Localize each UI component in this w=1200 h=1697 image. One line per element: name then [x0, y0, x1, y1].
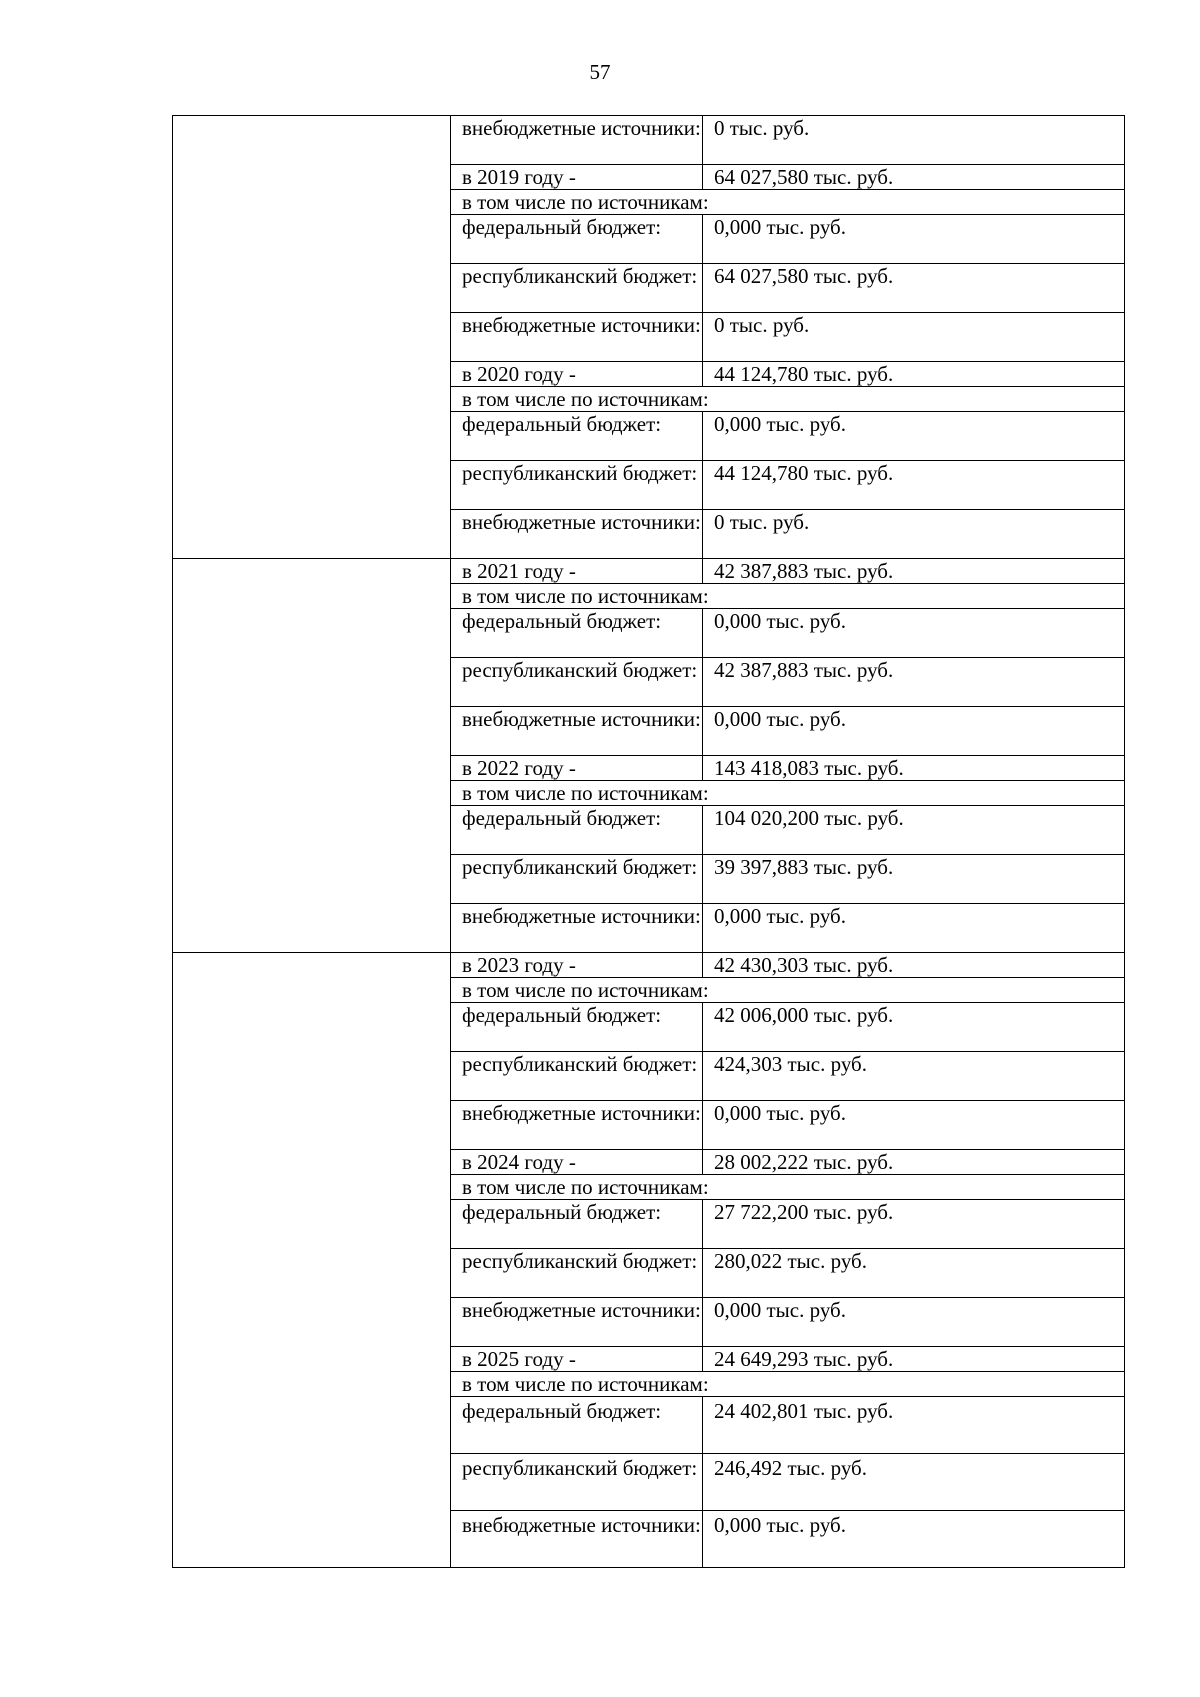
source-row	[173, 116, 1125, 165]
funding-table	[172, 115, 1125, 1568]
source-value: 0 тыс. руб.	[703, 116, 1125, 165]
source-value: 39 397,883 тыс. руб.	[703, 855, 1125, 904]
year-label: в 2024 году -	[451, 1150, 703, 1175]
source-value: 0,000 тыс. руб.	[703, 215, 1125, 264]
source-label: федеральный бюджет:	[451, 1200, 703, 1249]
source-label: федеральный бюджет:	[451, 412, 703, 461]
source-value: 27 722,200 тыс. руб.	[703, 1200, 1125, 1249]
source-value: 0,000 тыс. руб.	[703, 1511, 1125, 1568]
source-label: республиканский бюджет:	[451, 855, 703, 904]
source-value: 0,000 тыс. руб.	[703, 1298, 1125, 1347]
year-total-value: 44 124,780 тыс. руб.	[703, 362, 1125, 387]
source-label: федеральный бюджет:	[451, 215, 703, 264]
source-label: республиканский бюджет:	[451, 461, 703, 510]
sources-subheader: в том числе по источникам:	[451, 781, 1125, 806]
source-label: республиканский бюджет:	[451, 1052, 703, 1101]
year-total-value: 28 002,222 тыс. руб.	[703, 1150, 1125, 1175]
source-label: федеральный бюджет:	[451, 609, 703, 658]
source-value: 104 020,200 тыс. руб.	[703, 806, 1125, 855]
source-label: внебюджетные источники:	[451, 904, 703, 953]
source-value: 0,000 тыс. руб.	[703, 904, 1125, 953]
sources-subheader: в том числе по источникам:	[451, 190, 1125, 215]
sources-subheader: в том числе по источникам:	[451, 387, 1125, 412]
year-total-value: 42 430,303 тыс. руб.	[703, 953, 1125, 978]
source-value: 0 тыс. руб.	[703, 510, 1125, 559]
year-total-value: 42 387,883 тыс. руб.	[703, 559, 1125, 584]
year-total-value: 24 649,293 тыс. руб.	[703, 1347, 1125, 1372]
year-label: в 2020 году -	[451, 362, 703, 387]
source-value: 246,492 тыс. руб.	[703, 1454, 1125, 1511]
source-label: федеральный бюджет:	[451, 1397, 703, 1454]
year-label: в 2021 году -	[451, 559, 703, 584]
source-label: внебюджетные источники:	[451, 1298, 703, 1347]
source-value: 424,303 тыс. руб.	[703, 1052, 1125, 1101]
year-label: в 2019 году -	[451, 165, 703, 190]
source-value: 64 027,580 тыс. руб.	[703, 264, 1125, 313]
source-value: 280,022 тыс. руб.	[703, 1249, 1125, 1298]
sources-subheader: в том числе по источникам:	[451, 584, 1125, 609]
source-label: внебюджетные источники:	[451, 313, 703, 362]
source-value: 0,000 тыс. руб.	[703, 1101, 1125, 1150]
source-label: внебюджетные источники:	[451, 1101, 703, 1150]
source-label: республиканский бюджет:	[451, 658, 703, 707]
year-total-row	[173, 559, 1125, 584]
sources-subheader: в том числе по источникам:	[451, 1372, 1125, 1397]
year-total-row	[173, 953, 1125, 978]
funding-table-body	[173, 116, 1125, 1568]
source-label: республиканский бюджет:	[451, 1454, 703, 1511]
source-label: внебюджетные источники:	[451, 707, 703, 756]
year-total-value: 143 418,083 тыс. руб.	[703, 756, 1125, 781]
year-label: в 2023 году -	[451, 953, 703, 978]
source-value: 42 006,000 тыс. руб.	[703, 1003, 1125, 1052]
source-label: внебюджетные источники:	[451, 116, 703, 165]
source-value: 0,000 тыс. руб.	[703, 609, 1125, 658]
source-value: 44 124,780 тыс. руб.	[703, 461, 1125, 510]
parameter-name-cell	[173, 116, 451, 559]
source-value: 0,000 тыс. руб.	[703, 707, 1125, 756]
year-label: в 2022 году -	[451, 756, 703, 781]
sources-subheader: в том числе по источникам:	[451, 1175, 1125, 1200]
sources-subheader: в том числе по источникам:	[451, 978, 1125, 1003]
source-value: 0,000 тыс. руб.	[703, 412, 1125, 461]
source-label: федеральный бюджет:	[451, 1003, 703, 1052]
source-value: 42 387,883 тыс. руб.	[703, 658, 1125, 707]
source-label: внебюджетные источники:	[451, 510, 703, 559]
source-label: внебюджетные источники:	[451, 1511, 703, 1568]
year-label: в 2025 году -	[451, 1347, 703, 1372]
source-label: федеральный бюджет:	[451, 806, 703, 855]
source-label: республиканский бюджет:	[451, 1249, 703, 1298]
source-value: 24 402,801 тыс. руб.	[703, 1397, 1125, 1454]
parameter-name-cell	[173, 953, 451, 1568]
year-total-value: 64 027,580 тыс. руб.	[703, 165, 1125, 190]
source-value: 0 тыс. руб.	[703, 313, 1125, 362]
parameter-name-cell	[173, 559, 451, 953]
source-label: республиканский бюджет:	[451, 264, 703, 313]
page-number: 57	[589, 60, 611, 84]
